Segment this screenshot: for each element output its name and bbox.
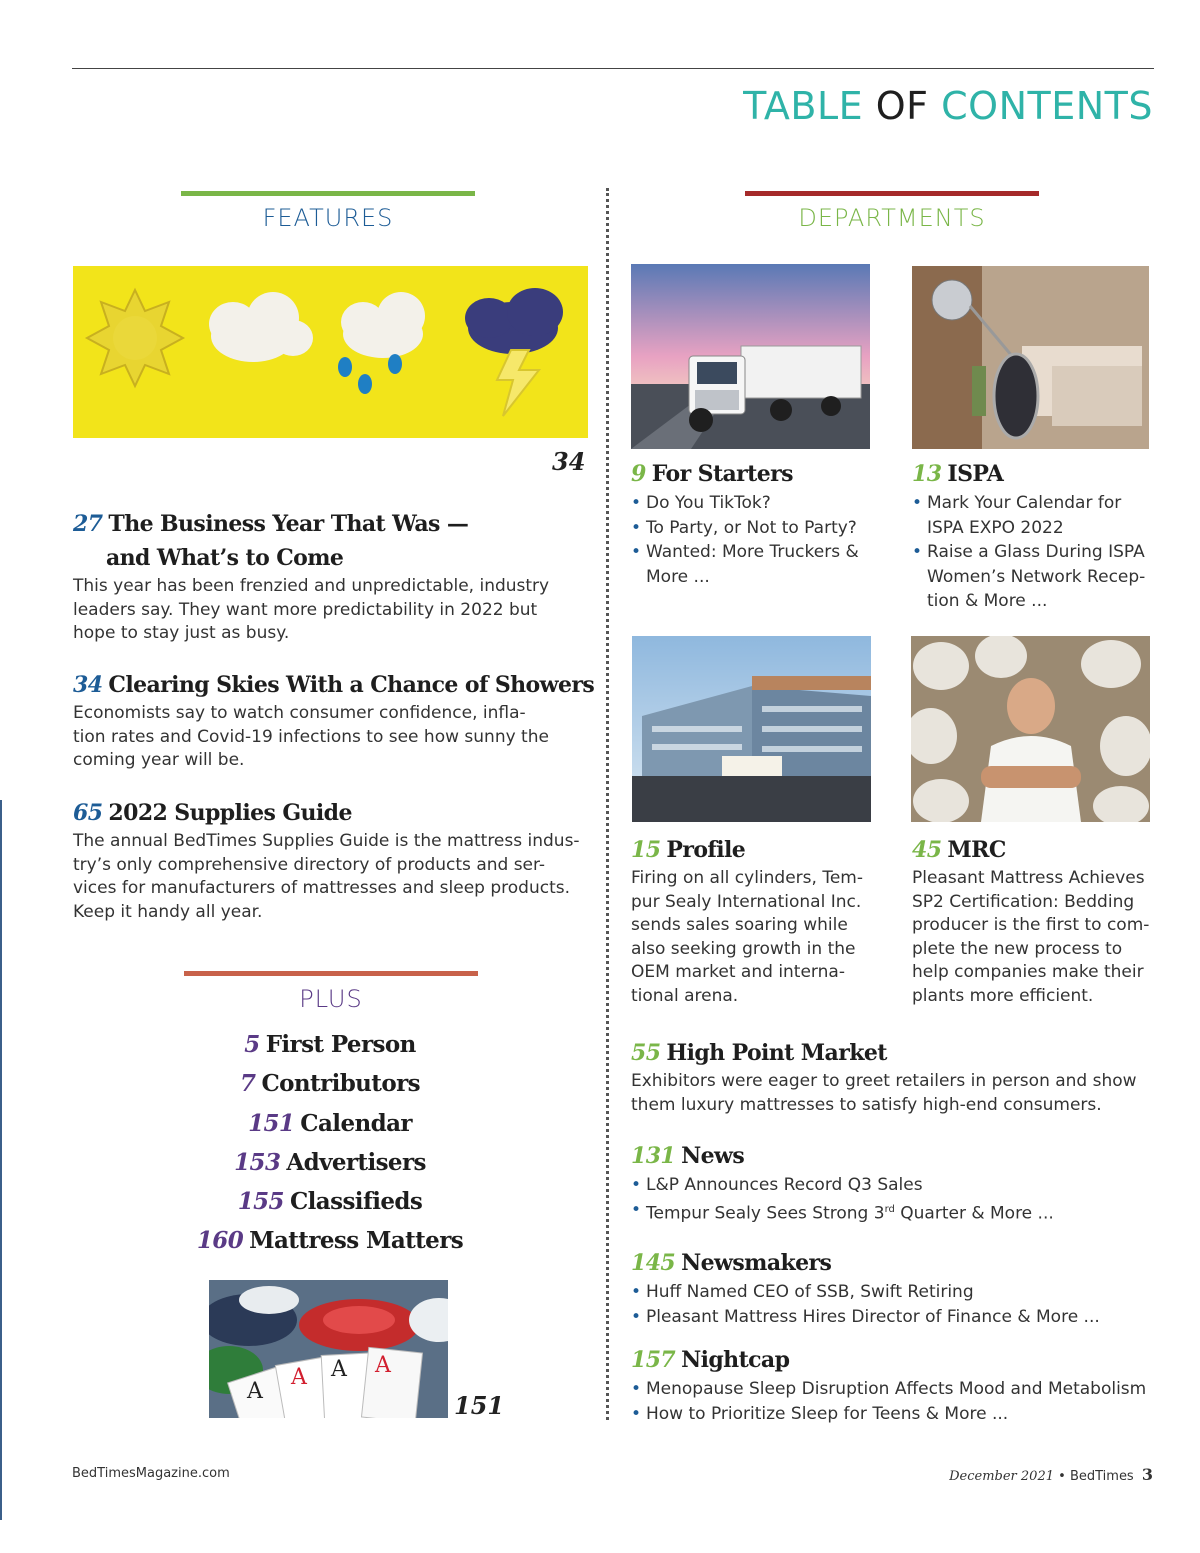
page-title: TABLE OF CONTENTS	[743, 84, 1153, 128]
svg-text:A: A	[375, 1353, 391, 1378]
feature-title: Clearing Skies With a Chance of Showers	[108, 672, 595, 698]
truck-image	[631, 264, 870, 449]
svg-text:A: A	[331, 1357, 347, 1382]
dept-entry-news[interactable]: 131 News • L&P Announces Record Q3 Sales • Tempur Sealy Sees Strong 3rd Quarter & More ...	[631, 1139, 1171, 1226]
departments-bar	[745, 191, 1039, 196]
feature-title: 2022 Supplies Guide	[108, 800, 352, 826]
plus-bar	[184, 971, 478, 976]
features-heading: FEATURES	[262, 204, 394, 232]
poker-chips-image	[209, 1280, 448, 1418]
svg-text:A: A	[247, 1379, 263, 1404]
features-image-page-number: 34	[552, 447, 586, 476]
departments-heading: DEPARTMENTS	[798, 204, 986, 232]
newsmakers-bullets: • Huff Named CEO of SSB, Swift Retiring • Pleasant Mattress Hires Director of Finance & More ...	[631, 1280, 1171, 1329]
feature-entry-27[interactable]	[73, 507, 573, 646]
dept-entry-newsmakers[interactable]: 145 Newsmakers • Huff Named CEO of SSB, Swift Retiring • Pleasant Mattress Hires Director of Finance & More ...	[631, 1246, 1171, 1329]
plus-item-advertisers[interactable]: 153 Advertisers	[234, 1148, 426, 1176]
dept-entry-mrc[interactable]: 45 MRC Pleasant Mattress Achieves SP2 Certification: Bedding producer is the first to com- plete the new process to help companies make their plants more efficient.	[912, 833, 1172, 1008]
high-point-desc: Exhibitors were eager to greet retailers in person and show them luxury mattresses to satisfy high-end consumers.	[631, 1071, 1137, 1115]
feature-title-line2: and What’s to Come	[106, 545, 344, 571]
plus-item-mattress-matters[interactable]: 160 Mattress Matters	[196, 1227, 464, 1255]
profile-desc: Firing on all cylinders, Tem- pur Sealy International Inc. sends sales soaring while also seeking growth in the OEM market and interna- tional arena.	[631, 868, 863, 1006]
feature-desc: The annual BedTimes Supplies Guide is the mattress indus- try’s only comprehensive directory of products and ser- vices for manufacturers of mattresses and sleep products. Keep it handy all year.	[73, 831, 580, 922]
nightcap-bullets: • Menopause Sleep Disruption Affects Mood and Metabolism • How to Prioritize Sleep for Teens & More ...	[631, 1377, 1181, 1426]
svg-text:A: A	[291, 1365, 307, 1390]
plus-item-calendar[interactable]: 151 Calendar	[248, 1109, 412, 1137]
footer-folio: December 2021 • BedTimes 3	[949, 1465, 1153, 1484]
office-building-image	[632, 636, 871, 822]
feature-page-number: 34	[73, 672, 103, 698]
chef-portrait-image	[911, 636, 1150, 822]
page-number: 3	[1141, 1465, 1153, 1484]
plus-item-contributors[interactable]: 7 Contributors	[240, 1070, 420, 1098]
feature-entry-65[interactable]	[73, 796, 593, 924]
weather-clay-image	[73, 266, 588, 438]
dept-entry-profile[interactable]: 15 Profile Firing on all cylinders, Tem- pur Sealy International Inc. sends sales soaring while also seeking growth in the OEM market and interna- tional arena.	[631, 833, 891, 1008]
page-edge-line	[0, 800, 2, 1520]
footer-website[interactable]: BedTimesMagazine.com	[72, 1466, 230, 1481]
mrc-desc: Pleasant Mattress Achieves SP2 Certification: Bedding producer is the first to com- plete the new process to help companies make their plants more efficient.	[912, 868, 1150, 1006]
feature-desc: This year has been frenzied and unpredictable, industry leaders say. They want more predictability in 2022 but hope to stay just as busy.	[73, 576, 550, 643]
feature-desc: Economists say to watch consumer confidence, infla- tion rates and Covid-19 infections to see how sunny the coming year will be.	[73, 703, 549, 770]
dept-entry-ispa[interactable]: 13 ISPA • Mark Your Calendar for ISPA EXPO 2022 • Raise a Glass During ISPA Women’s Network Recep- tion & More ...	[912, 457, 1162, 614]
plus-image-page-number: 151	[454, 1391, 505, 1420]
news-bullets: • L&P Announces Record Q3 Sales • Tempur Sealy Sees Strong 3rd Quarter & More ...	[631, 1173, 1171, 1226]
feature-entry-34[interactable]	[73, 668, 595, 773]
feature-page-number: 65	[73, 800, 103, 826]
dept-entry-nightcap[interactable]: 157 Nightcap • Menopause Sleep Disruption Affects Mood and Metabolism • How to Prioritize Sleep for Teens & More ...	[631, 1343, 1181, 1426]
plus-item-classifieds[interactable]: 155 Classifieds	[237, 1188, 423, 1216]
hotel-key-image	[912, 266, 1149, 449]
dept-entry-high-point[interactable]: 55 High Point Market Exhibitors were eager to greet retailers in person and show them luxury mattresses to satisfy high-end consumers.	[631, 1036, 1171, 1117]
top-rule	[72, 68, 1154, 69]
for-starters-bullets: • Do You TikTok? • To Party, or Not to Party? • Wanted: More Truckers & More ...	[631, 491, 891, 589]
plus-heading: PLUS	[299, 985, 363, 1013]
feature-title: The Business Year That Was —	[108, 511, 469, 537]
features-bar	[181, 191, 475, 196]
plus-item-first-person[interactable]: 5 First Person	[244, 1031, 416, 1058]
dept-entry-for-starters[interactable]: 9 For Starters • Do You TikTok? • To Party, or Not to Party? • Wanted: More Truckers & More ...	[631, 457, 891, 589]
plus-list	[180, 1025, 480, 1261]
ispa-bullets: • Mark Your Calendar for ISPA EXPO 2022 • Raise a Glass During ISPA Women’s Network Recep- tion & More ...	[912, 491, 1162, 614]
feature-page-number: 27	[73, 511, 103, 537]
column-divider	[606, 188, 609, 1420]
